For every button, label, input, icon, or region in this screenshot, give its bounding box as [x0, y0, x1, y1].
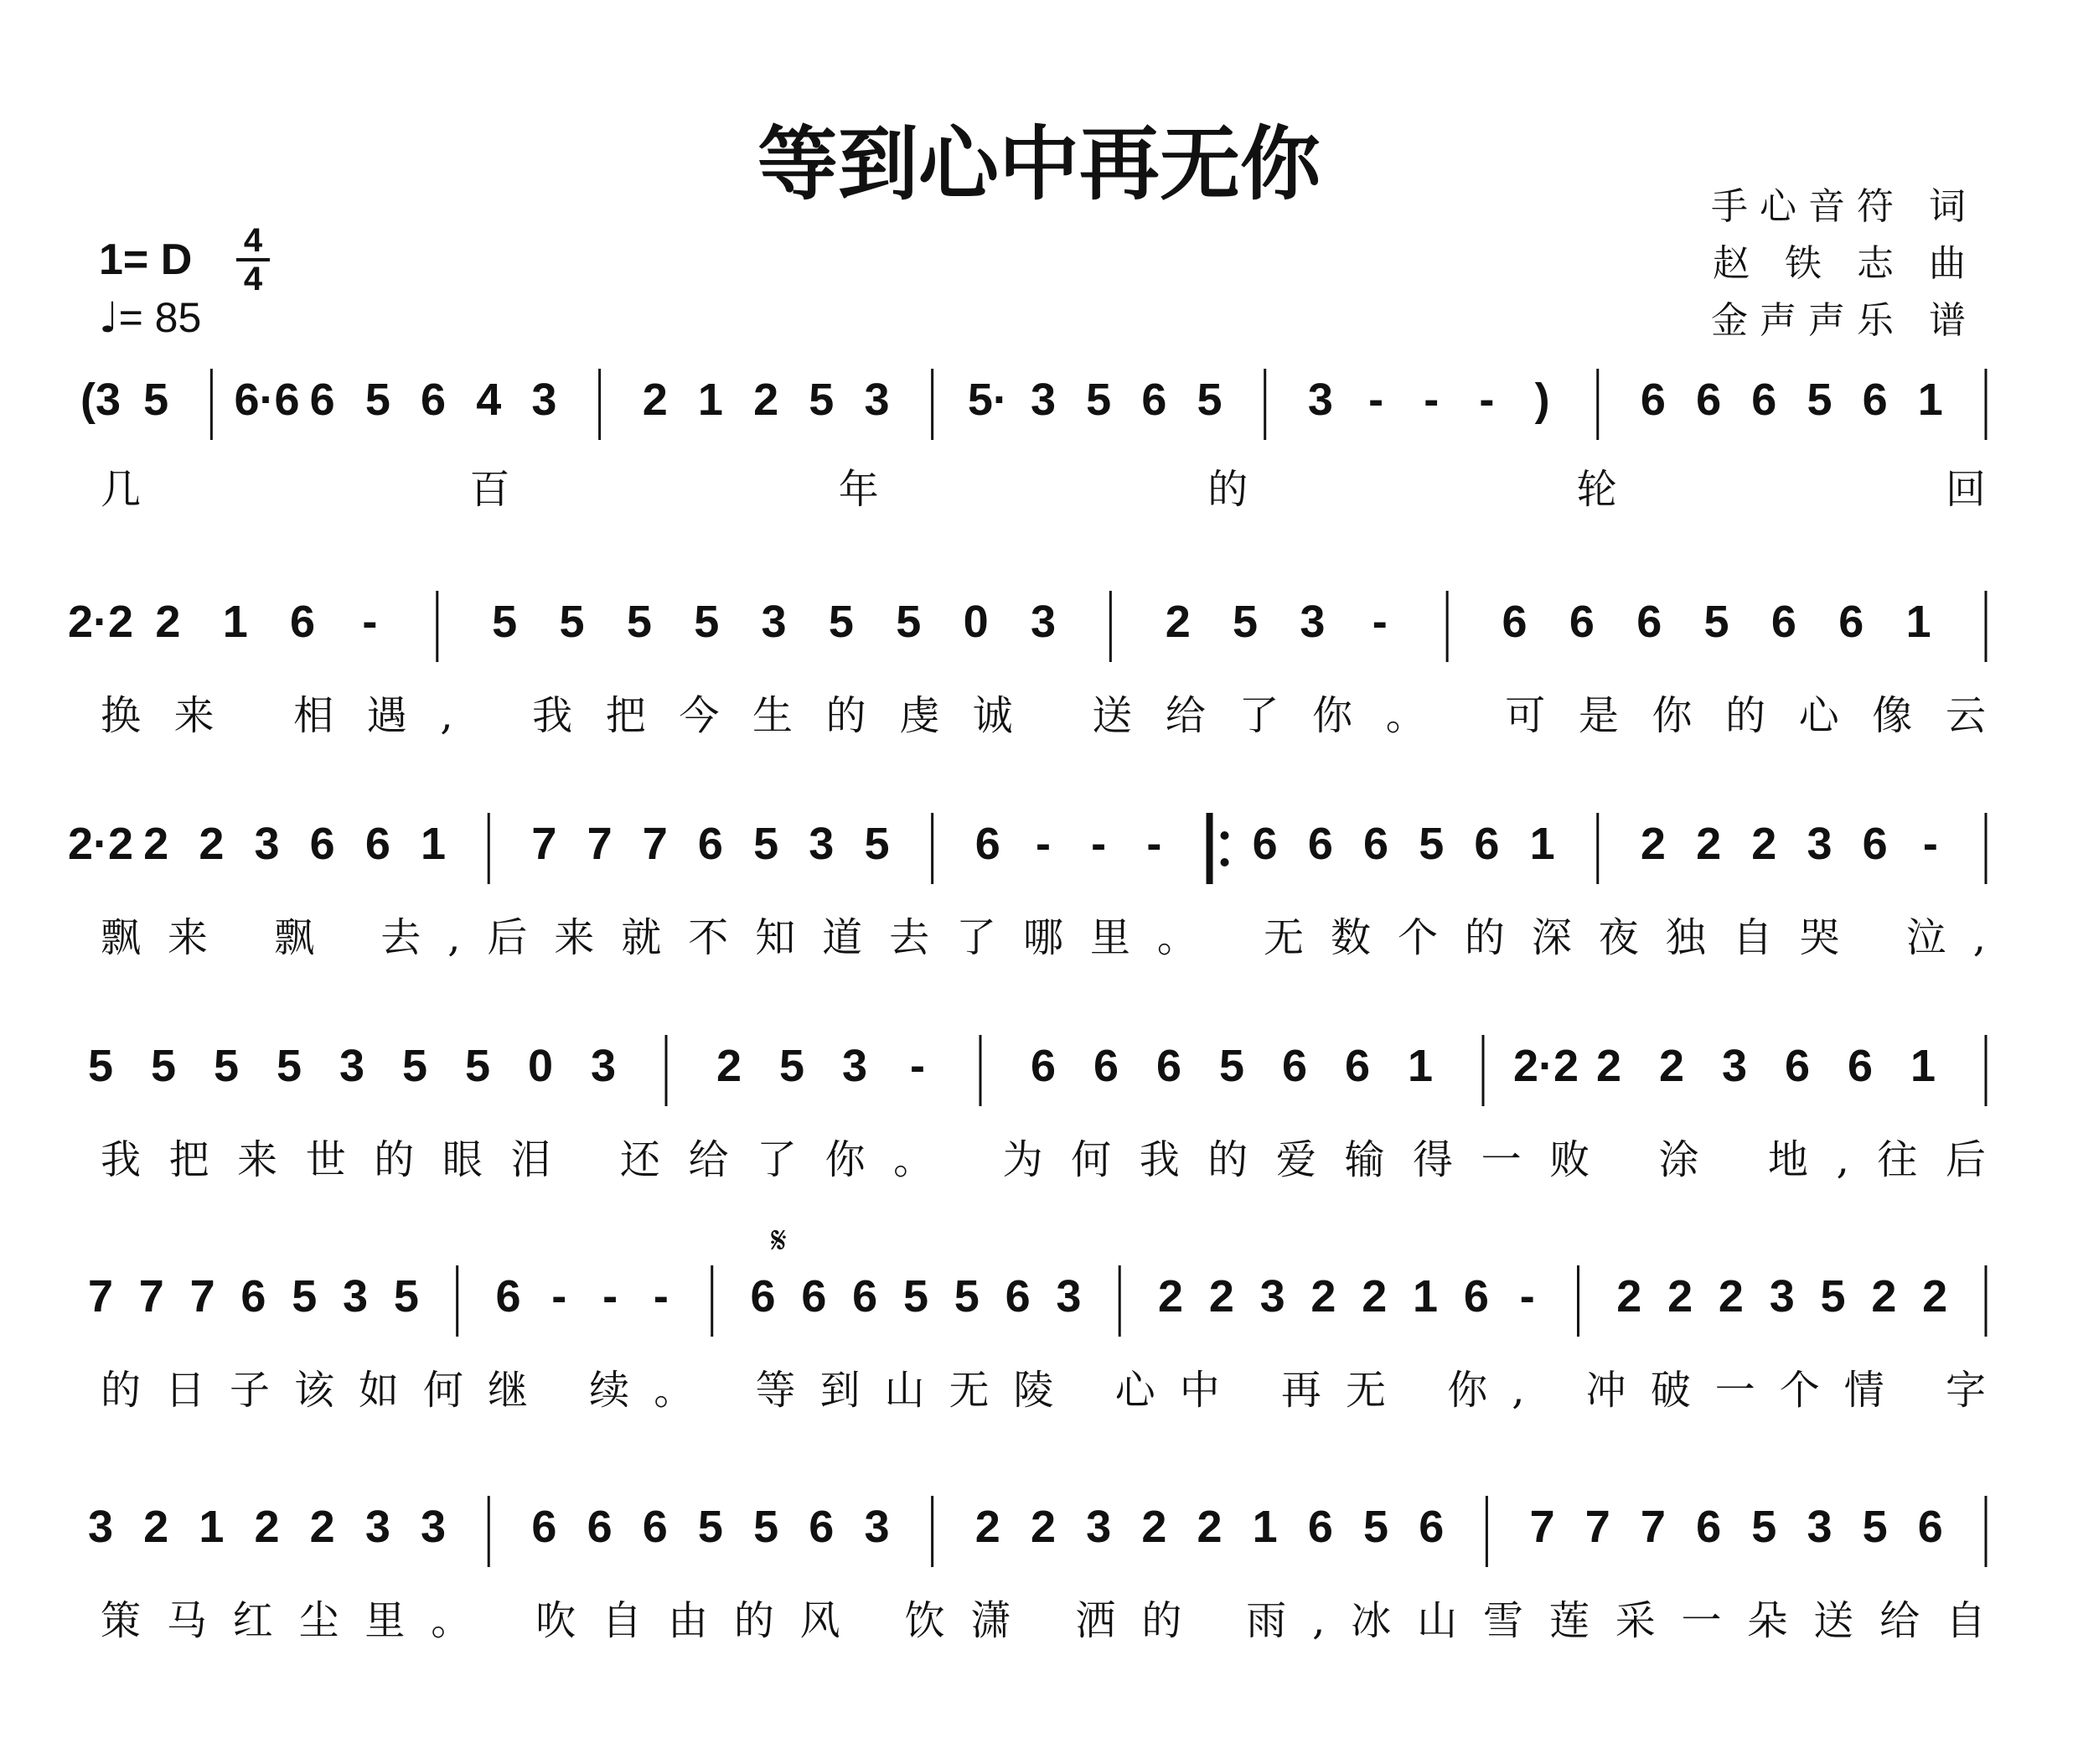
note: 5 [1751, 1502, 1777, 1552]
note: 3 [1056, 1271, 1082, 1322]
note: 2 [254, 1502, 280, 1552]
lyric-line: 几百年的轮回 [101, 466, 1986, 513]
note: 5 [393, 1271, 419, 1322]
note: 2 [155, 597, 181, 647]
arranger-credit: 金声声乐 谱 [1711, 299, 1977, 342]
note: 6 [750, 1271, 776, 1322]
note: 1 [697, 375, 723, 425]
note: 1 [1413, 1271, 1439, 1322]
note: 6 [1252, 819, 1278, 869]
note: 5 [87, 1041, 114, 1091]
lyric-line: 我把来世的眼泪 还给了你。 为何我的爱输得一败 涂 地,往后 [101, 1136, 1986, 1183]
note: 6 [1419, 1502, 1445, 1552]
note: 1 [1407, 1041, 1434, 1091]
note: 6 [1155, 1041, 1182, 1091]
note: 3 [841, 1041, 868, 1091]
note: 6 [1344, 1041, 1371, 1091]
note: 2·2 [1512, 1041, 1579, 1091]
note: 3 [1807, 819, 1832, 869]
note: 3 [343, 1271, 369, 1322]
note: 6 [1030, 1041, 1057, 1091]
note: 5 [1703, 597, 1729, 647]
note: 7 [587, 819, 613, 869]
note: 6 [697, 819, 723, 869]
repeat-dot [1221, 858, 1229, 866]
quarter-note-icon: ♩ [99, 293, 119, 342]
note: 1 [1905, 597, 1931, 647]
note: 0 [963, 597, 989, 647]
note: 5 [778, 1041, 805, 1091]
note: - [1368, 375, 1384, 425]
note: 6 [852, 1271, 878, 1322]
note: 6 [1281, 1041, 1308, 1091]
note: 2 [1751, 819, 1777, 869]
note: 2 [1658, 1041, 1685, 1091]
time-signature-top: 4 [243, 222, 263, 259]
note: 7 [138, 1271, 164, 1322]
note: 5 [401, 1041, 428, 1091]
note: 6 [1093, 1041, 1119, 1091]
note: 6 [1307, 1502, 1333, 1552]
note: 5 [828, 597, 854, 647]
note: 6 [809, 1502, 835, 1552]
note: 3 [339, 1041, 365, 1091]
time-signature-bottom: 4 [243, 261, 263, 297]
note: 6 [1917, 1502, 1943, 1552]
note: 2 [1362, 1271, 1388, 1322]
note: 7 [1640, 1502, 1666, 1552]
note: 3 [864, 1502, 890, 1552]
note: 2 [1310, 1271, 1336, 1322]
note: 6 [1838, 597, 1864, 647]
note: 1 [1910, 1041, 1936, 1091]
note: 3 [1807, 1502, 1832, 1552]
note: 6 [642, 1502, 668, 1552]
note: 4 [476, 375, 502, 425]
lyricist-credit: 手心音符 词 [1711, 185, 1977, 228]
note: 5 [213, 1041, 240, 1091]
note: 5· [967, 375, 1008, 425]
note: 6 [309, 819, 335, 869]
note: 2 [1616, 1271, 1642, 1322]
note: - [1519, 1271, 1535, 1322]
lyric-line: 换来 相遇, 我把今生的虔诚 送给了你。 可是你的心像云 [101, 692, 1986, 739]
note: 3 [1769, 1271, 1795, 1322]
note: 3 [1307, 375, 1333, 425]
note: (3 [80, 375, 121, 425]
note: 6 [1502, 597, 1527, 647]
note: 3 [590, 1041, 617, 1091]
note: 5 [143, 375, 169, 425]
note: 6 [1770, 597, 1796, 647]
note: 6 [1636, 597, 1662, 647]
note: 6 [309, 375, 335, 425]
note: 2 [1208, 1271, 1234, 1322]
note: 6 [1862, 375, 1888, 425]
note: 7 [189, 1271, 215, 1322]
key-signature: 1= D [99, 235, 193, 284]
note: 2 [1197, 1502, 1223, 1552]
note: 2 [642, 375, 668, 425]
note: 3 [421, 1502, 447, 1552]
note: 5 [1419, 819, 1445, 869]
note: - [1922, 819, 1938, 869]
note: 5 [559, 597, 585, 647]
note: 5 [626, 597, 652, 647]
note: 3 [364, 1502, 390, 1552]
note: 7 [87, 1271, 114, 1322]
note: 5 [1363, 1502, 1389, 1552]
note: ) [1534, 375, 1550, 425]
note: 5 [492, 597, 518, 647]
note: 6 [495, 1271, 521, 1322]
note: 6 [364, 819, 390, 869]
note: 7 [1584, 1502, 1610, 1552]
note: 3 [1300, 597, 1326, 647]
note: 2·2 [67, 597, 134, 647]
note: 0 [527, 1041, 554, 1091]
song-title: 等到心中再无你 [757, 116, 1321, 211]
note: 3 [1030, 597, 1057, 647]
note: 5 [364, 375, 390, 425]
note: 1 [1252, 1502, 1278, 1552]
note: 5 [864, 819, 890, 869]
note: 6 [1474, 819, 1500, 869]
note: 2 [974, 1502, 1000, 1552]
note: 5 [1807, 375, 1832, 425]
note: - [1424, 375, 1440, 425]
note: 6 [1696, 1502, 1722, 1552]
note: 3 [531, 375, 557, 425]
note: 2 [1871, 1271, 1897, 1322]
note: 1 [421, 819, 447, 869]
note: 1 [199, 1502, 225, 1552]
note: 6 [1363, 819, 1389, 869]
note: 2 [1165, 597, 1191, 647]
tempo-value: = 85 [118, 294, 202, 341]
note: 6 [1141, 375, 1167, 425]
note: - [1091, 819, 1107, 869]
composer-credit: 赵 铁 志 曲 [1713, 242, 1977, 285]
note: 6 [1696, 375, 1722, 425]
note: 6 [1847, 1041, 1874, 1091]
note: 2 [1158, 1271, 1184, 1322]
note: 1 [222, 597, 248, 647]
note: 2 [1640, 819, 1666, 869]
note: 6 [974, 819, 1000, 869]
note: 2 [1667, 1271, 1693, 1322]
note: 7 [642, 819, 668, 869]
note: - [1036, 819, 1051, 869]
note: 2 [199, 819, 225, 869]
note: 6 [421, 375, 447, 425]
segno-icon: 𝄋 [771, 1219, 787, 1262]
note: 6 [1862, 819, 1888, 869]
note: 5 [150, 1041, 177, 1091]
note: 6 [1640, 375, 1666, 425]
note: 2 [1922, 1271, 1948, 1322]
note: 7 [1529, 1502, 1555, 1552]
note: 3 [864, 375, 890, 425]
lyric-line: 策马红尘里。 吹自由的风 饮潇 洒的 雨,冰山雪莲采一朵送给自 [101, 1597, 1986, 1644]
note: 6 [240, 1271, 266, 1322]
note: - [653, 1271, 669, 1322]
note: 5 [276, 1041, 302, 1091]
note: 6 [1307, 819, 1333, 869]
note: - [362, 597, 378, 647]
note: 2 [143, 819, 169, 869]
note: - [602, 1271, 618, 1322]
note: 3 [1259, 1271, 1285, 1322]
note: 5 [753, 819, 779, 869]
note: 2 [143, 1502, 169, 1552]
note: 2 [1030, 1502, 1057, 1552]
note: 5 [464, 1041, 491, 1091]
note: 2 [753, 375, 779, 425]
note: 2 [1718, 1271, 1744, 1322]
note: 6 [587, 1502, 613, 1552]
note: 5 [1086, 375, 1112, 425]
note: 5 [1233, 597, 1259, 647]
note: 6 [1784, 1041, 1811, 1091]
note: 3 [87, 1502, 114, 1552]
note: 5 [292, 1271, 318, 1322]
note: 5 [697, 1502, 723, 1552]
note: 6 [1463, 1271, 1489, 1322]
note: 3 [1086, 1502, 1112, 1552]
note: 5 [1218, 1041, 1245, 1091]
note: 2 [716, 1041, 742, 1091]
note: 7 [531, 819, 557, 869]
note: 3 [1721, 1041, 1748, 1091]
note: - [551, 1271, 567, 1322]
note: 1 [1529, 819, 1555, 869]
note: 5 [896, 597, 922, 647]
note: 5 [1862, 1502, 1888, 1552]
note: 6 [1569, 597, 1595, 647]
note: 6 [1005, 1271, 1031, 1322]
note: 6 [1751, 375, 1777, 425]
note: 2 [1696, 819, 1722, 869]
note: 6·6 [234, 375, 300, 425]
note: 1 [1917, 375, 1943, 425]
note: - [1372, 597, 1388, 647]
note: 3 [761, 597, 787, 647]
note: 6 [801, 1271, 827, 1322]
note: 5 [1197, 375, 1223, 425]
note: 5 [1820, 1271, 1846, 1322]
note: 5 [902, 1271, 928, 1322]
lyric-line: 的日子该如何继 续。 等到山无陵 心中 再无 你, 冲破一个情 字 [101, 1367, 1986, 1414]
note: 2·2 [67, 819, 134, 869]
note: 2 [1595, 1041, 1622, 1091]
note: 6 [290, 597, 316, 647]
note: 5 [753, 1502, 779, 1552]
note: 3 [254, 819, 280, 869]
note: 3 [1030, 375, 1057, 425]
lyric-line: 飘来 飘 去,后来就不知道去了哪里。 无数个的深夜独自哭 泣, [101, 914, 1986, 961]
note: 2 [309, 1502, 335, 1552]
note: 5 [954, 1271, 980, 1322]
repeat-dot [1221, 831, 1229, 840]
note: - [1479, 375, 1495, 425]
note: - [910, 1041, 925, 1091]
note: 5 [694, 597, 720, 647]
note: - [1146, 819, 1162, 869]
note: 5 [809, 375, 835, 425]
note: 2 [1141, 1502, 1167, 1552]
note: 6 [531, 1502, 557, 1552]
note: 3 [809, 819, 835, 869]
